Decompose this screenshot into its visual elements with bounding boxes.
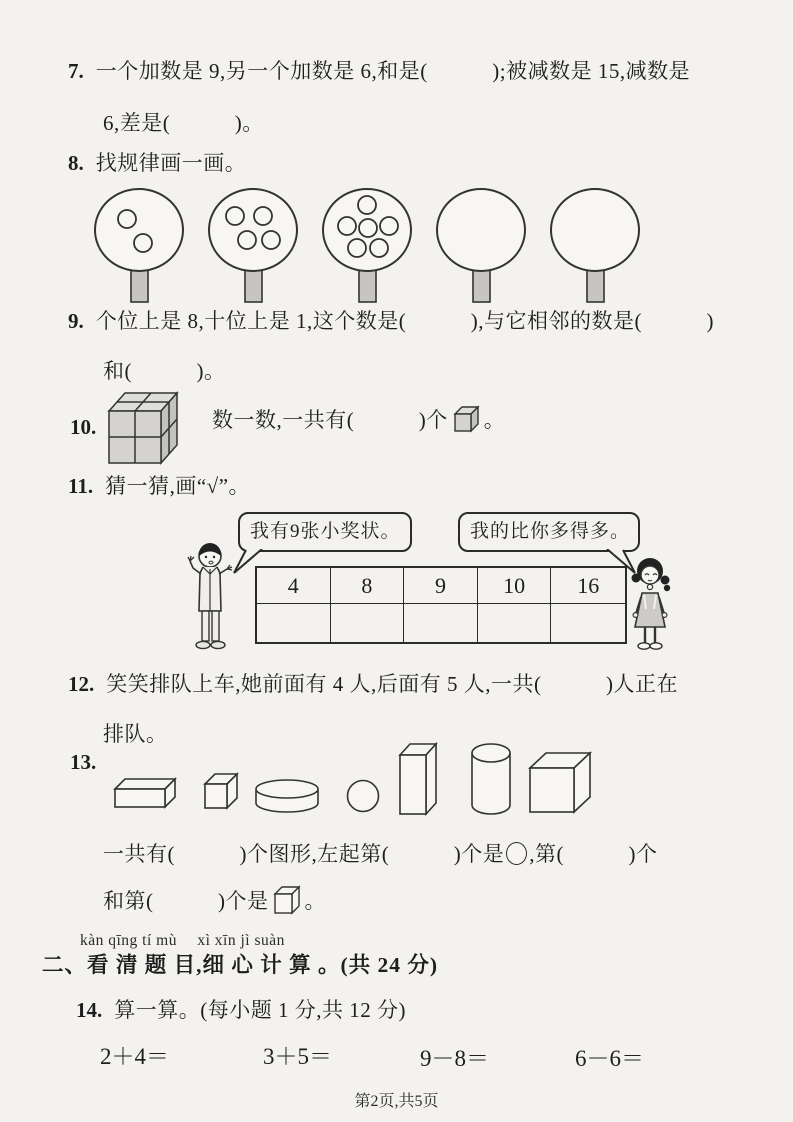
q13-text2b: ,第( )个	[529, 842, 658, 866]
q11-answer-table	[255, 566, 627, 644]
tree-5-icon	[549, 186, 641, 304]
boy-speech-bubble	[238, 512, 412, 552]
tree-1-icon	[93, 186, 185, 304]
q9-number: 9.	[68, 309, 84, 333]
girl-bubble-text: 我的比你多得多。	[470, 521, 631, 542]
q12-number: 12.	[68, 672, 95, 696]
tree-3-icon	[321, 186, 413, 304]
q8-line	[68, 147, 246, 177]
small-cube-glyph-icon	[272, 883, 302, 917]
q13-line3	[103, 883, 326, 917]
q14-expression-1: 2＋4＝	[100, 1044, 169, 1069]
table-cell-value: 9	[404, 568, 478, 604]
q10-text-before: 数一数,一共有( )个	[212, 408, 448, 432]
q8-tree-row	[93, 186, 641, 304]
q11-text: 猜一猜,画“√”。	[105, 474, 251, 498]
q10-text-after: 。	[483, 408, 506, 432]
q13-line2	[103, 838, 657, 868]
q7-line2	[103, 107, 264, 137]
q13-text3a: 和第( )个是	[103, 889, 269, 913]
sphere-icon	[345, 778, 383, 816]
q10-unit-cube-icon	[451, 403, 481, 435]
q12-line2	[103, 718, 168, 748]
girl-speech-bubble	[458, 512, 640, 552]
q7-line1	[68, 55, 690, 85]
q9-text1: 个位上是 8,十位上是 1,这个数是( ),与它相邻的数是( )	[95, 309, 714, 333]
q10-line	[212, 403, 505, 435]
table-cell-blank	[478, 604, 552, 642]
q9-text2: 和( )。	[103, 359, 226, 383]
table-cell-blank	[257, 604, 331, 642]
q11-number: 11.	[68, 474, 94, 498]
q8-number: 8.	[68, 151, 84, 175]
flat-cylinder-icon	[253, 775, 321, 815]
q12-text1: 笑笑排队上车,她前面有 4 人,后面有 5 人,一共( )人正在	[106, 672, 678, 696]
section2-pinyin: kàn qīng tí mù xì xīn jì suàn	[80, 932, 285, 949]
page-footer: 第2页,共5页	[354, 1093, 439, 1110]
q13-text2a: 一共有( )个图形,左起第( )个是	[103, 842, 505, 866]
q14-expression-4: 6－6＝	[575, 1046, 644, 1071]
q14-line	[76, 994, 406, 1024]
q7-number: 7.	[68, 59, 84, 83]
q14-text: 算一算。(每小题 1 分,共 12 分)	[114, 998, 406, 1022]
flat-cuboid-icon	[113, 773, 179, 815]
table-cell-blank	[404, 604, 478, 642]
small-cube-icon	[203, 770, 241, 812]
q10-number: 10.	[70, 415, 97, 439]
section2-title: 二、看 清 题 目,细 心 计 算 。(共 24 分)	[42, 953, 439, 977]
tree-4-icon	[435, 186, 527, 304]
table-cell-blank	[331, 604, 405, 642]
tree-2-icon	[207, 186, 299, 304]
circle-glyph-icon	[506, 842, 527, 865]
q8-text: 找规律画一画。	[95, 151, 247, 175]
boy-bubble-text: 我有9张小奖状。	[250, 521, 401, 542]
boy-figure	[180, 538, 236, 656]
cube-icon	[528, 750, 594, 816]
q7-text1: 一个加数是 9,另一个加数是 6,和是( );被减数是 15,减数是	[95, 59, 691, 83]
table-cell-value: 4	[257, 568, 331, 604]
q13-text3b: 。	[304, 889, 326, 913]
q14-expression-2: 3＋5＝	[263, 1044, 332, 1069]
table-cell-value: 16	[551, 568, 625, 604]
table-cell-value: 10	[478, 568, 552, 604]
q12-text2: 排队。	[103, 722, 168, 746]
q13-number: 13.	[70, 750, 97, 774]
q13-number-wrap	[70, 750, 108, 775]
q7-text2: 6,差是( )。	[103, 111, 264, 135]
q9-line1	[68, 305, 714, 335]
q11-line	[68, 470, 250, 500]
tall-cuboid-icon	[398, 741, 440, 817]
q9-line2	[103, 355, 226, 385]
q10-cube-block-icon	[103, 385, 183, 467]
table-cell-blank	[551, 604, 625, 642]
q14-expression-3: 9－8＝	[420, 1046, 489, 1071]
q14-number: 14.	[76, 998, 103, 1022]
table-cell-value: 8	[331, 568, 405, 604]
cylinder-icon	[470, 741, 512, 817]
girl-figure	[622, 555, 680, 673]
q12-line1	[68, 668, 678, 698]
